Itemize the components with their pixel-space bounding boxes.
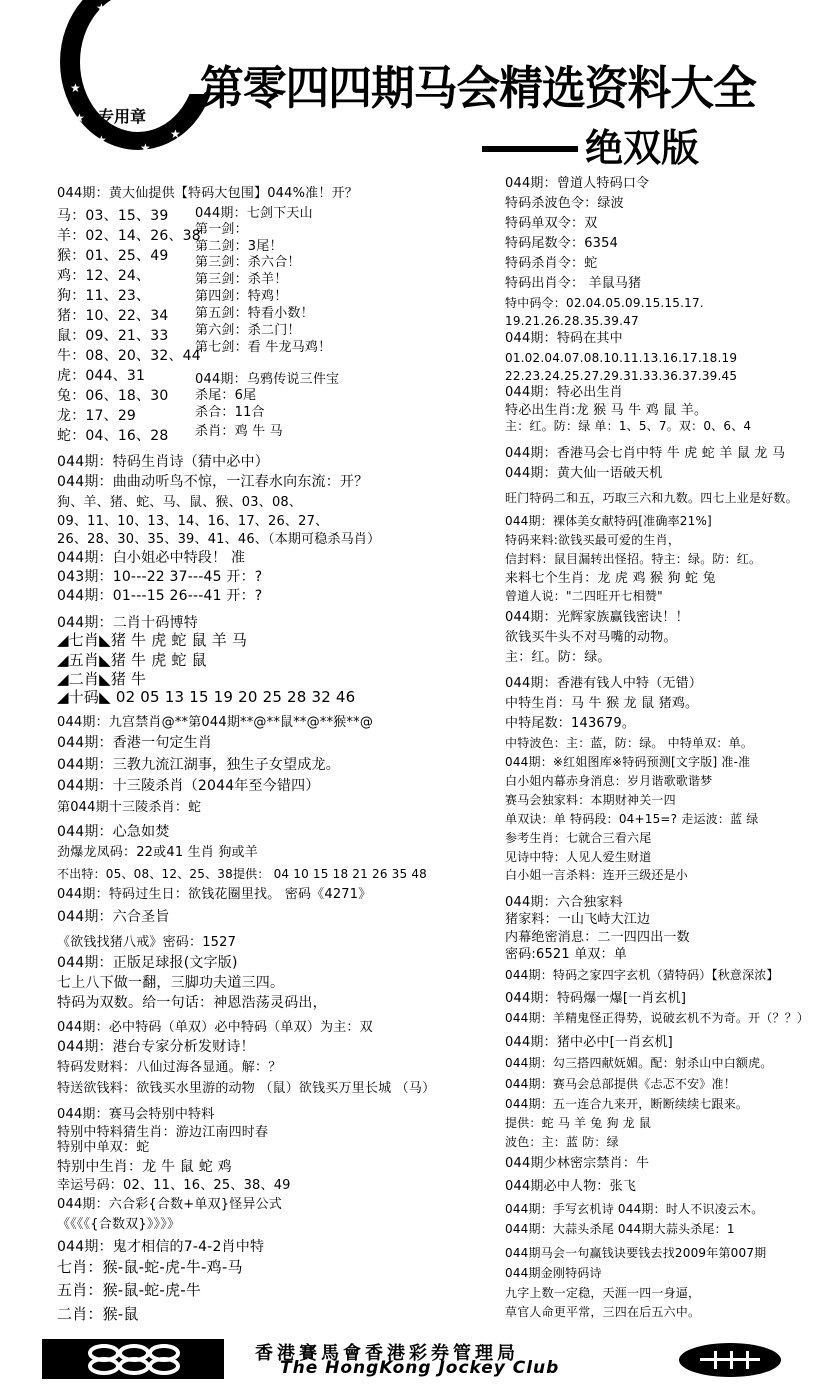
left-column-line: 044期：三教九流江湖事，独生子女望成龙。 (57, 757, 340, 773)
right-column-line: 044期：羊精鬼怪正得势，说破玄机不为奇。开（？？） (505, 1011, 810, 1025)
left-column-line: 044期：特码生肖诗（猜中必中） (57, 454, 269, 470)
right-column-line: 中特波色：主：蓝，防：绿。 中特单双：单。 (505, 736, 754, 750)
right-column-line: 044期：特码之家四字玄机（猜特码）【秋意深浓】 (505, 968, 779, 982)
left-column-line: ◢十码◣ 02 05 13 15 19 20 25 28 32 46 (57, 688, 356, 706)
left-column-line: 特别中特料猜生肖：游边江南四时春 (57, 1125, 269, 1140)
left-column-line: 044期：心急如焚 (57, 824, 170, 840)
right-column-line: 044期：特码爆一爆[一肖玄机] (505, 991, 687, 1006)
left-column-line: 羊：02、14、26、38 (57, 228, 201, 244)
footer-english: The HongKong Jockey Club (280, 1358, 560, 1378)
left-column-line: 044期：二肖十码博特 (57, 615, 198, 631)
right-column-line: 旺门特码二和五，巧取三六和九数。四七上业是好数。 (505, 491, 798, 505)
right-column-line: 044期：裸体美女献特码[准确率21%] (505, 514, 712, 528)
left-column-line: 26、28、30、35、39、41、46、（本期可稳杀马肖） (57, 532, 381, 547)
right-column-line: 中特尾数：143679。 (505, 716, 636, 731)
left-column-line: 鸡：12、24、 (57, 268, 151, 284)
left-column-line: 蛇：04、16、28 (57, 428, 169, 444)
right-column-line: 044期：赛马会总部提供《忐忑不安》准！ (505, 1077, 736, 1091)
left-column-line: ◢二肖◣猪 牛 (57, 670, 147, 688)
left-column-line: ◢七肖◣猪 牛 虎 蛇 鼠 羊 马 (57, 631, 248, 649)
jockey-club-logo-icon (42, 1339, 224, 1379)
left-column-line: 猪：10、22、34 (57, 308, 169, 324)
left-column-line: 七上八下做一翻，三脚功夫道三四。 (57, 975, 285, 991)
left-column-line: 第五剑：特看小数！ (195, 306, 314, 321)
right-column-line: 044期：勾三搭四献妩媚。配：射杀山中白额虎。 (505, 1056, 773, 1070)
left-column-line: 044期：黄大仙提供【特码大包围】044%准！开？ (57, 186, 358, 201)
left-column-line: 第三剑：杀羊！ (195, 272, 288, 287)
right-column-line: 参考生肖：七就合三看六尾 (505, 831, 652, 845)
left-column-line: 《《《《{合数双}》》》》 (57, 1217, 181, 1232)
left-column-line: 不出特：05、08、12、25、38提供： 04 10 15 18 21 26 35 48 (57, 867, 428, 881)
svg-text:专用章: 专用章 (98, 107, 147, 126)
right-column-line: 提供：蛇 马 羊 兔 狗 龙 鼠 (505, 1116, 652, 1130)
svg-text:★: ★ (170, 127, 181, 141)
right-column-line: 22.23.24.25.27.29.31.33.36.37.39.45 (505, 369, 738, 383)
right-column-line: 特码杀肖令：蛇 (505, 256, 598, 271)
left-column-line: 杀尾：6尾 (195, 388, 257, 403)
right-column-line: 特码单双令：双 (505, 216, 598, 231)
left-column-line: 044期：乌鸦传说三件宝 (195, 372, 340, 387)
left-column-line: 第一剑： (195, 222, 248, 237)
left-column-line: 09、11、10、13、14、16、17、26、27、 (57, 514, 329, 529)
right-column-line: 特码出肖令： 羊鼠马猪 (505, 276, 642, 291)
right-column-line: 见诗中特：人见人爱生财道 (505, 850, 652, 864)
right-column-line: 赛马会独家料：本期财神关一四 (505, 793, 676, 807)
right-column-line: 内幕绝密消息：二一四四出一数 (505, 930, 690, 945)
left-column-line: 044期：白小姐必中特段！ 准 (57, 550, 246, 566)
left-column-line: 044期：曲曲动听鸟不惊，一江春水向东流：开？ (57, 474, 369, 490)
left-column-line: 猴：01、25、49 (57, 248, 169, 264)
left-column-line: 第六剑：杀二门！ (195, 323, 301, 338)
right-column-line: 主：红。防：绿 单：1、5、7。双：0、6、4 (505, 419, 752, 433)
left-column-line: 七肖：猴-鼠-蛇-虎-牛-鸡-马 (57, 1258, 243, 1276)
left-column-line: 马：03、15、39 (57, 208, 169, 224)
right-column-line: 欲钱买牛头不对马嘴的动物。 (505, 630, 677, 645)
left-column-line: 044期：香港一句定生肖 (57, 735, 213, 751)
right-column-line: 044期：手写玄机诗 044期：时人不识凌云木。 (505, 1202, 764, 1216)
seal-stamp (58, 0, 218, 172)
left-column-line: 劲爆龙凤码：22或41 生肖 狗或羊 (57, 845, 258, 860)
right-column-line: 044期马会一句赢钱诀要钱去找2009年第007期 (505, 1246, 767, 1260)
right-column-line: 044期：光辉家族赢钱密诀！！ (505, 610, 689, 625)
footer-chinese: 香港賽馬會香港彩券管理局 (255, 1343, 519, 1364)
page-title: 第零四四期马会精选资料大全 (200, 61, 756, 115)
left-column-line: 狗：11、23、 (57, 288, 151, 304)
right-column-line: 猪家料：一山飞峙大江边 (505, 912, 651, 927)
right-column-line: 01.02.04.07.08.10.11.13.16.17.18.19 (505, 351, 738, 365)
svg-text:★: ★ (140, 141, 151, 155)
right-column-line: 九字上数一定稳，天涯一四一身逼， (505, 1286, 701, 1300)
right-column-line: 044期：五一连合九来开，断断续续七跟来。 (505, 1097, 749, 1111)
left-column-line: 龙：17、29 (57, 408, 137, 424)
left-column-line: ◢五肖◣猪 牛 虎 蛇 鼠 (57, 651, 207, 669)
svg-text:★: ★ (96, 1, 107, 15)
left-column-line: 狗、羊、猪、蛇、马、鼠、猴、03、08、 (57, 495, 303, 510)
left-column-line: 044期：六合圣旨 (57, 909, 170, 925)
right-column-line: 044期少林密宗禁肖：牛 (505, 1156, 650, 1171)
right-column-line: 曾道人说："二四旺开七相赞" (505, 589, 663, 603)
right-column-line: 044期：黄大仙一语破天机 (505, 466, 663, 481)
right-column-line: 草官人命更平常，三四在后五六中。 (505, 1305, 701, 1319)
left-column-line: 044期：正版足球报(文字版) (57, 955, 238, 971)
right-column-line: 044期：六合独家料 (505, 895, 623, 910)
right-column-line: 044期：香港有钱人中特（无错） (505, 676, 703, 691)
right-column-line: 特码杀波色令：绿波 (505, 196, 624, 211)
right-column-line: 特中码令：02.04.05.09.15.15.17. (505, 296, 704, 310)
right-column-line: 044期：特码在其中 (505, 331, 623, 346)
left-column-line: 特别中单双：蛇 (57, 1140, 150, 1155)
left-column-line: 044期：六合彩{合数+单双}怪异公式 (57, 1197, 283, 1212)
title-dash (482, 146, 578, 152)
right-column-line: 中特生肖：马 牛 猴 龙 鼠 猪鸡。 (505, 696, 699, 711)
svg-text:★: ★ (96, 133, 107, 147)
right-column-line: 密码:6521 单双：单 (505, 947, 627, 962)
right-column-line: 特码来料:欲钱买最可爱的生肖， (505, 533, 681, 547)
left-column-line: 杀肖：鸡 牛 马 (195, 424, 283, 439)
left-column-line: 第七剑：看 牛龙马鸡！ (195, 340, 332, 355)
right-column-line: 特必出生肖:龙 猴 马 牛 鸡 鼠 羊。 (505, 403, 708, 418)
left-column-line: 044期：赛马会特别中特料 (57, 1107, 215, 1122)
right-column-line: 来料七个生肖：龙 虎 鸡 猴 狗 蛇 兔 (505, 571, 716, 586)
right-column-line: 主：红。防：绿。 (505, 650, 611, 665)
left-column-line: 杀合：11合 (195, 405, 265, 420)
left-column-line: 幸运号码：02、11、16、25、38、49 (57, 1178, 291, 1193)
right-column-line: 044期：特必出生肖 (505, 385, 623, 400)
left-column-line: 二肖：猴-鼠 (57, 1305, 139, 1323)
left-column-line: 044期：01---15 26---41 开：? (57, 588, 263, 604)
left-column-line: 043期：10---22 37---45 开：? (57, 569, 263, 585)
right-column-line: 19.21.26.28.35.39.47 (505, 314, 639, 328)
right-column-line: 044期：※红姐图库※特码预测[文字版] 准-准 (505, 755, 751, 769)
left-column-line: 044期：七剑下天山 (195, 206, 313, 221)
left-column-line: 第四剑：特鸡！ (195, 289, 288, 304)
right-column-line: 044期：大蒜头杀尾 044期大蒜头杀尾：1 (505, 1222, 735, 1236)
left-column-line: 兔：06、18、30 (57, 388, 169, 404)
left-column-line: 特别中生肖：龙 牛 鼠 蛇 鸡 (57, 1159, 232, 1175)
oval-logo-icon (678, 1342, 783, 1378)
left-column-line: 鼠：09、21、33 (57, 328, 169, 344)
right-column-line: 特码尾数令：6354 (505, 236, 619, 251)
left-column-line: 第二剑：3尾！ (195, 239, 283, 254)
right-column-line: 白小姐一言杀料：连开三级还是小 (505, 868, 689, 882)
left-column-line: 044期：十三陵杀肖（2044年至今错四） (57, 778, 320, 794)
left-column-line: 044期：鬼才相信的7-4-2肖中特 (57, 1239, 265, 1255)
left-column-line: 第044期十三陵杀肖：蛇 (57, 800, 202, 815)
left-column-line: 第三剑：杀六合！ (195, 255, 301, 270)
left-column-line: 牛：08、20、32、44 (57, 348, 201, 364)
right-column-line: 044期必中人物：张飞 (505, 1179, 637, 1194)
right-column-line: 单双诀：单 特码段：04+15=? 走运波：蓝 绿 (505, 812, 759, 826)
left-column-line: 044期：特码过生日：欲钱花圈里找。 密码《4271》 (57, 887, 372, 902)
right-column-line: 白小姐内幕赤身消息：岁月谐歌歌谐梦 (505, 774, 713, 788)
left-column-line: 044期：必中特码（单双）必中特码（单双）为主：双 (57, 1020, 373, 1035)
left-column-line: 特码发财料：八仙过海各显通。解：？ (57, 1060, 282, 1075)
left-column-line: 五肖：猴-鼠-蛇-虎-牛 (57, 1281, 202, 1299)
right-column-line: 信封料：鼠目漏转出怪招。特主：绿。防：红。 (505, 552, 762, 566)
right-column-line: 波色：主：蓝 防：绿 (505, 1135, 619, 1149)
left-column-line: 特送欲钱料：欲钱买水里游的动物 （鼠）欲钱买万里长城 （马） (57, 1081, 436, 1096)
left-column-line: 《欲钱找猪八戒》密码：1527 (57, 935, 237, 950)
page-subtitle: 绝双版 (585, 125, 700, 170)
left-column-line: 特码为双数。给一句话：神恩浩荡灵码出， (57, 995, 327, 1011)
left-column-line: 044期：九宫禁肖@**第044期**@**鼠**@**猴**@ (57, 715, 374, 730)
right-column-line: 044期：香港马会七肖中特 牛 虎 蛇 羊 鼠 龙 马 (505, 446, 786, 461)
left-column-line: 044期：港台专家分析发财诗！ (57, 1039, 255, 1055)
svg-text:★: ★ (74, 111, 85, 125)
svg-text:★: ★ (70, 81, 81, 95)
right-column-line: 044期金刚特码诗 (505, 1266, 602, 1280)
right-column-line: 044期：猪中必中[一肖玄机] (505, 1035, 673, 1050)
left-column-line: 虎：044、31 (57, 368, 146, 384)
right-column-line: 044期：曾道人特码口令 (505, 176, 650, 191)
